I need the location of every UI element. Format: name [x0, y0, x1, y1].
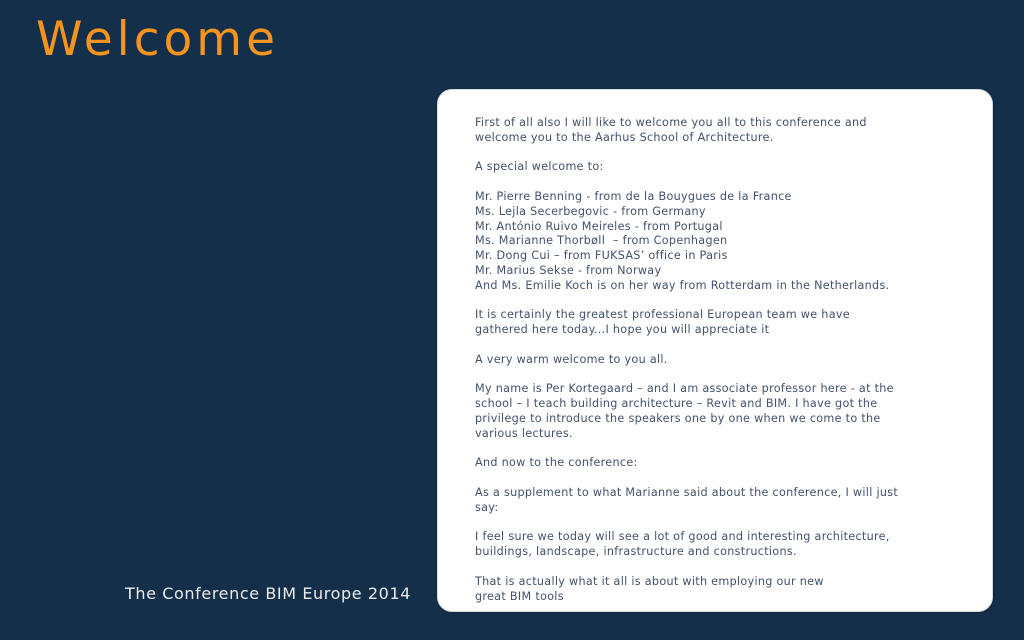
panel-text [475, 116, 954, 604]
speech-paragraph: A very warm welcome to you all. [475, 352, 668, 366]
speech-paragraph: That is actually what it all is about with employing our new great BIM tools [475, 574, 824, 603]
speech-paragraph: As a supplement to what Marianne said about the conference, I will just say: [475, 485, 899, 514]
speech-paragraph: I feel sure we today will see a lot of good and interesting architecture, buildings, landscape, infrastructure and constructions. [475, 530, 890, 559]
speech-paragraph: And now to the conference: [475, 456, 638, 470]
speech-text-panel [437, 89, 993, 612]
speech-paragraph: It is certainly the greatest professional European team we have gathered here today...I hope you will appreciate it [475, 308, 850, 337]
speech-paragraph: A special welcome to: [475, 160, 604, 174]
slide-title: Welcome [36, 12, 279, 67]
speech-paragraph: My name is Per Kortegaard – and I am associate professor here - at the school – I teach building architecture – Revit and BIM. I have got the privilege to introduce the speakers one by one when we come to the various lectures. [475, 382, 894, 440]
conference-footer-label: The Conference BIM Europe 2014 [125, 584, 412, 603]
speech-paragraph: First of all also I will like to welcome you all to this conference and welcome you to the Aarhus School of Architecture. [475, 116, 867, 144]
speech-paragraph: Mr. Pierre Benning - from de la Bouygues de la France Ms. Lejla Secerbegovic - from Germany Mr. António Ruivo Meireles - from Portugal Ms. Marianne Thorbøll – from Copenhagen Mr. Dong Cui – from FUKSAS’ office in Paris Mr. Marius Sekse - from Norway And Ms. Emilie Koch is on her way from Rotterdam in the Netherlands. [475, 189, 890, 292]
